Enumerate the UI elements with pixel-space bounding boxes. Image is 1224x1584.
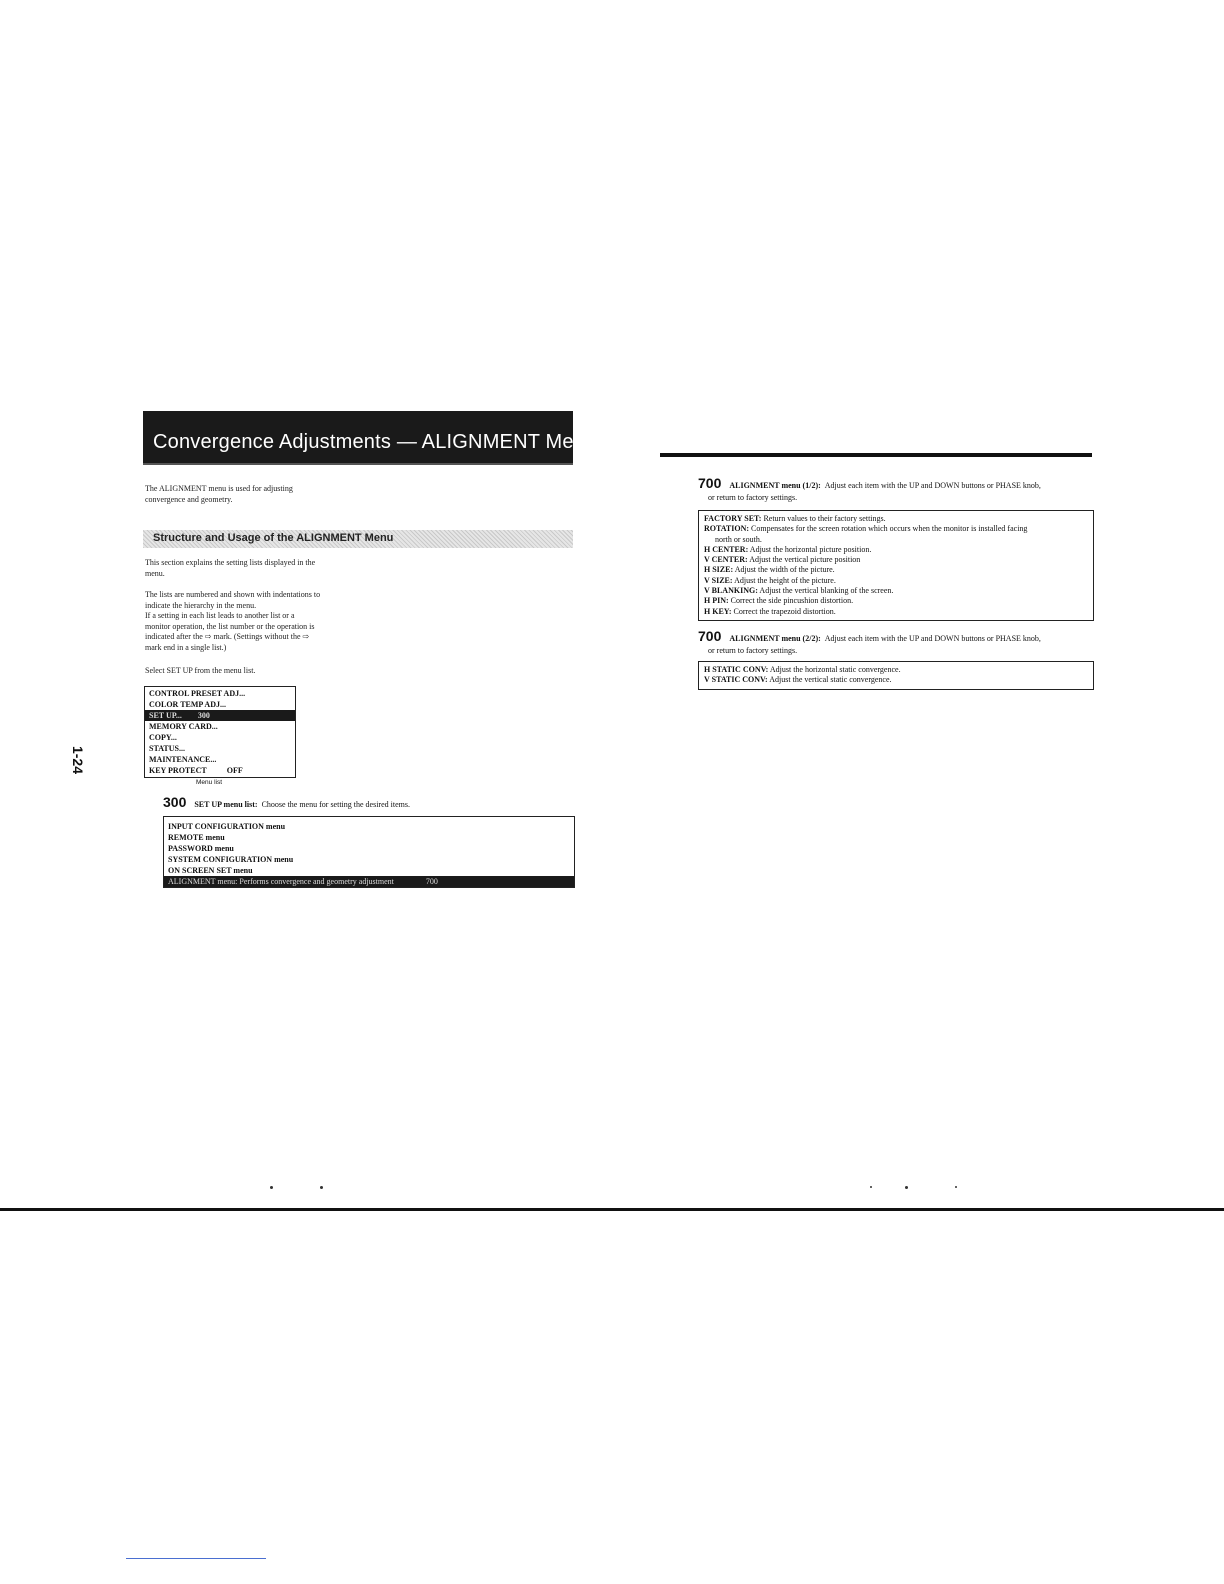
alignment-item-h-center[interactable]: H CENTER: Adjust the horizontal picture position. (704, 544, 872, 554)
section-300-heading (163, 794, 410, 812)
scan-speck (870, 1186, 872, 1188)
alignment-item-h-key[interactable]: H KEY: Correct the trapezoid distortion. (704, 606, 836, 616)
paragraph-line: indicated after the ⇨ mark. (Settings without the ⇨ (145, 632, 310, 641)
section-description: Adjust each item with the UP and DOWN buttons or PHASE knob, (824, 481, 1041, 490)
page-bottom-rule (0, 1208, 1224, 1211)
paragraph-line: The lists are numbered and shown with indentations to (145, 590, 321, 599)
scan-speck (270, 1186, 273, 1189)
menu-caption: Menu list (196, 779, 223, 786)
menu-item-color-temp[interactable]: COLOR TEMP ADJ... (149, 700, 226, 709)
alignment-item-h-static-conv[interactable]: H STATIC CONV: Adjust the horizontal static convergence. (704, 665, 901, 674)
section-number: 700 (698, 628, 722, 644)
section-700b-heading (698, 628, 1098, 655)
alignment-item-v-center[interactable]: V CENTER: Adjust the vertical picture position (704, 555, 861, 565)
menu-item-memory-card[interactable]: MEMORY CARD... (149, 722, 218, 731)
alignment-item-rotation[interactable]: ROTATION: Compensates for the screen rotation which occurs when the monitor is installed facing (704, 524, 1028, 534)
section-divider (660, 453, 1092, 457)
title-bar (143, 411, 597, 465)
select-instruction: Select SET UP from the menu list. (145, 666, 256, 675)
alignment-item-v-size[interactable]: V SIZE: Adjust the height of the picture. (704, 575, 836, 585)
setup-menu-box (163, 816, 575, 888)
paragraph-line: indicate the hierarchy in the menu. (145, 600, 257, 610)
paragraph-line: mark end in a single list.) (145, 642, 227, 652)
footer-link-line (126, 1558, 266, 1559)
section-subheading: Structure and Usage of the ALIGNMENT Menu (153, 532, 394, 544)
menu-item-set-up[interactable]: SET UP... 300 (145, 710, 295, 721)
intro-line: The ALIGNMENT menu is used for adjusting (145, 484, 293, 493)
setup-item-alignment[interactable]: ALIGNMENT menu: Performs convergence and geometry adjustment 700 (164, 876, 574, 887)
section-description: Choose the menu for setting the desired items. (261, 800, 410, 809)
intro-paragraph (145, 484, 365, 505)
section-number: 300 (163, 794, 187, 810)
alignment-item-v-blanking[interactable]: V BLANKING: Adjust the vertical blanking of the screen. (704, 586, 894, 596)
paragraph-line: This section explains the setting lists displayed in the (145, 558, 316, 567)
paragraph-line: monitor operation, the list number or the operation is (145, 621, 315, 631)
menu-item-status[interactable]: STATUS... (149, 744, 185, 753)
section-description: Adjust each item with the UP and DOWN buttons or PHASE knob, (824, 634, 1041, 643)
page-title: Convergence Adjustments — ALIGNMENT Menu (153, 431, 597, 453)
alignment-menu-2-box (698, 661, 1094, 690)
section-description-cont: or return to factory settings. (708, 493, 798, 502)
paragraph-line: If a setting in each list leads to another list or a (145, 611, 295, 620)
scan-speck (955, 1186, 957, 1188)
page-number: 1-24 (70, 745, 86, 775)
explanation-paragraph (145, 558, 375, 579)
menu-item-copy[interactable]: COPY... (149, 733, 177, 742)
setup-item-system-configuration[interactable]: SYSTEM CONFIGURATION menu (168, 855, 294, 864)
section-name: ALIGNMENT menu (1/2): (729, 481, 821, 490)
alignment-menu-1-box (698, 510, 1094, 621)
setup-item-remote[interactable]: REMOTE menu (168, 833, 225, 842)
section-number: 700 (698, 475, 722, 491)
alignment-item-rotation-cont: north or south. (715, 534, 762, 544)
scan-speck (905, 1186, 908, 1189)
menu-item-control-preset[interactable]: CONTROL PRESET ADJ... (149, 689, 246, 698)
subheading-bar (143, 530, 573, 548)
intro-line: convergence and geometry. (145, 494, 233, 504)
alignment-item-v-static-conv[interactable]: V STATIC CONV: Adjust the vertical static convergence. (704, 675, 892, 685)
alignment-item-factory-set[interactable]: FACTORY SET: Return values to their factory settings. (704, 514, 886, 523)
section-name: ALIGNMENT menu (2/2): (729, 634, 821, 643)
section-name: SET UP menu list: (194, 800, 258, 809)
section-700a-heading (698, 475, 1098, 502)
scan-speck (320, 1186, 323, 1189)
menu-list-box (144, 686, 296, 778)
hierarchy-paragraph (145, 590, 385, 653)
alignment-item-h-pin[interactable]: H PIN: Correct the side pincushion distortion. (704, 596, 854, 606)
section-description-cont: or return to factory settings. (708, 646, 798, 655)
setup-item-input-configuration[interactable]: INPUT CONFIGURATION menu (168, 822, 286, 831)
paragraph-line: menu. (145, 568, 165, 578)
setup-item-on-screen-set[interactable]: ON SCREEN SET menu (168, 866, 253, 875)
menu-item-key-protect[interactable]: KEY PROTECT OFF (149, 766, 243, 775)
alignment-item-h-size[interactable]: H SIZE: Adjust the width of the picture. (704, 565, 835, 575)
setup-item-password[interactable]: PASSWORD menu (168, 844, 234, 853)
menu-item-maintenance[interactable]: MAINTENANCE... (149, 755, 217, 764)
